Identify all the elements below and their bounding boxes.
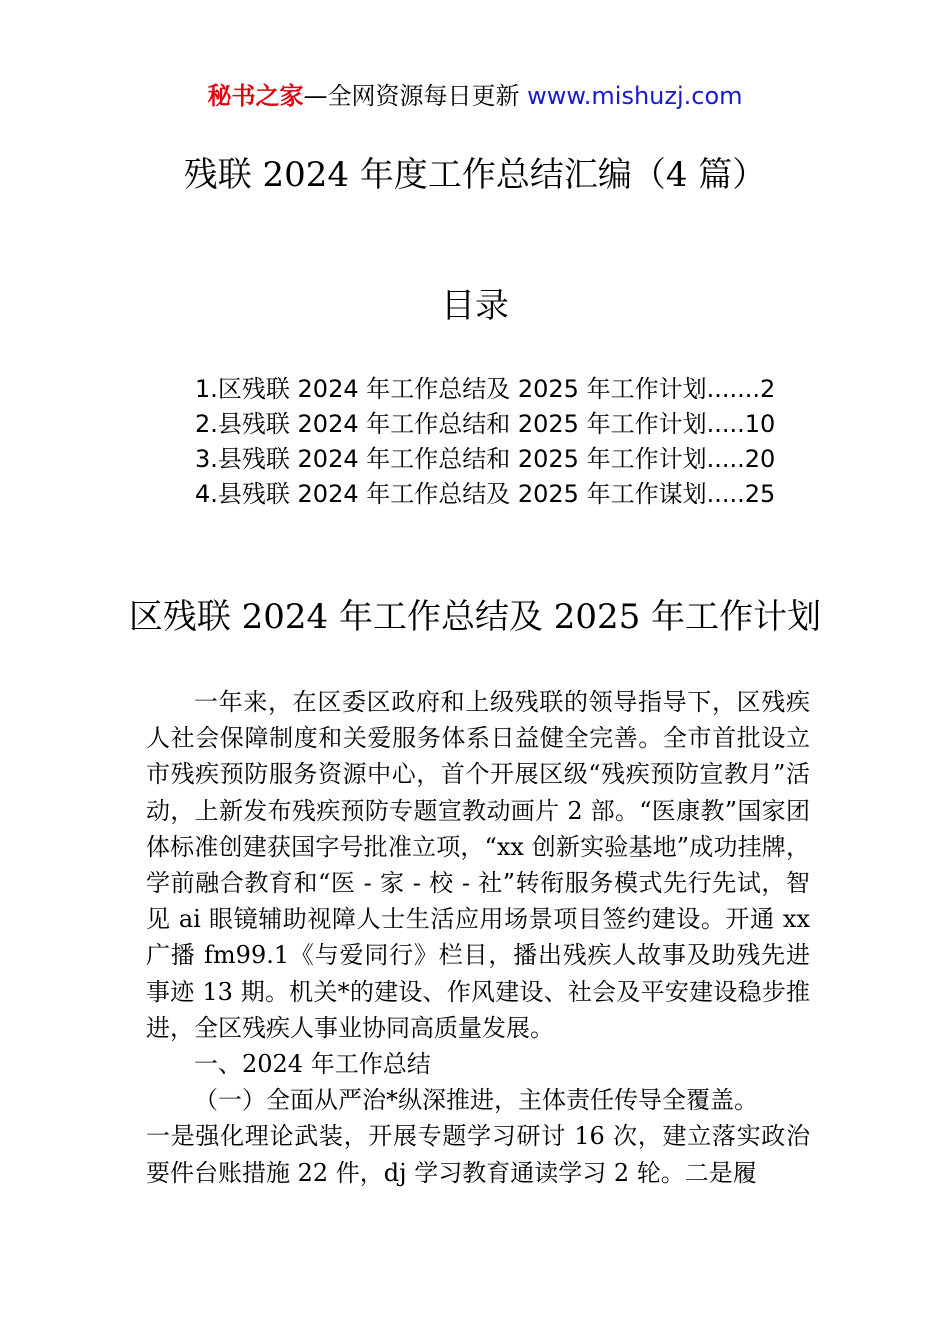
toc-item-1[interactable]: 1.区残联 2024 年工作总结及 2025 年工作计划.......2: [195, 375, 776, 403]
document-title: 残联 2024 年度工作总结汇编（4 篇）: [183, 155, 767, 195]
toc-heading: 目录: [441, 286, 509, 326]
body-paragraph: 一是强化理论武装，开展专题学习研讨 16 次，建立落实政治要件台账措施 22 件，dj 学习教育通读学习 2 轮。二是履: [146, 1122, 810, 1187]
subheading-item-1: （一）全面从严治*纵深推进，主体责任传导全覆盖。: [194, 1086, 758, 1115]
subheading-summary: 一、2024 年工作总结: [194, 1050, 431, 1079]
intro-paragraph: 一年来，在区委区政府和上级残联的领导指导下，区残疾人社会保障制度和关爱服务体系日益健全完善。全市首批设立市残疾预防服务资源中心，首个开展区级“残疾预防宣教月”活动，上新发布残疾预防专题宣教动画片 2 部。“医康教”国家团体标准创建获国字号批准立项，“xx 创新实验基地”成功挂牌，学前融合教育和“医 - 家 - 校 - 社”转衔服务模式先行先试，智见 ai 眼镜辅助视障人士生活应用场景项目签约建设。开通 xx 广播 fm99.1《与爱同行》栏目，播出残疾人故事及助残先进事迹 13 期。机关*的建设、作风建设、社会及平安建设稳步推进，全区残疾人事业协同高质量发展。: [146, 688, 810, 1042]
section-title: 区残联 2024 年工作总结及 2025 年工作计划: [128, 597, 822, 637]
site-header: [0, 80, 950, 112]
brand-name: 秘书之家: [207, 82, 304, 110]
toc-item-3[interactable]: 3.县残联 2024 年工作总结和 2025 年工作计划.....20: [195, 445, 776, 473]
toc-item-2[interactable]: 2.县残联 2024 年工作总结和 2025 年工作计划.....10: [195, 410, 776, 438]
body-text: [146, 684, 810, 1191]
header-slogan: —全网资源每日更新: [303, 82, 528, 110]
toc-item-4[interactable]: 4.县残联 2024 年工作总结及 2025 年工作谋划.....25: [195, 480, 776, 508]
site-url-link[interactable]: www.mishuzj.com: [527, 82, 743, 110]
table-of-contents: [195, 372, 835, 512]
